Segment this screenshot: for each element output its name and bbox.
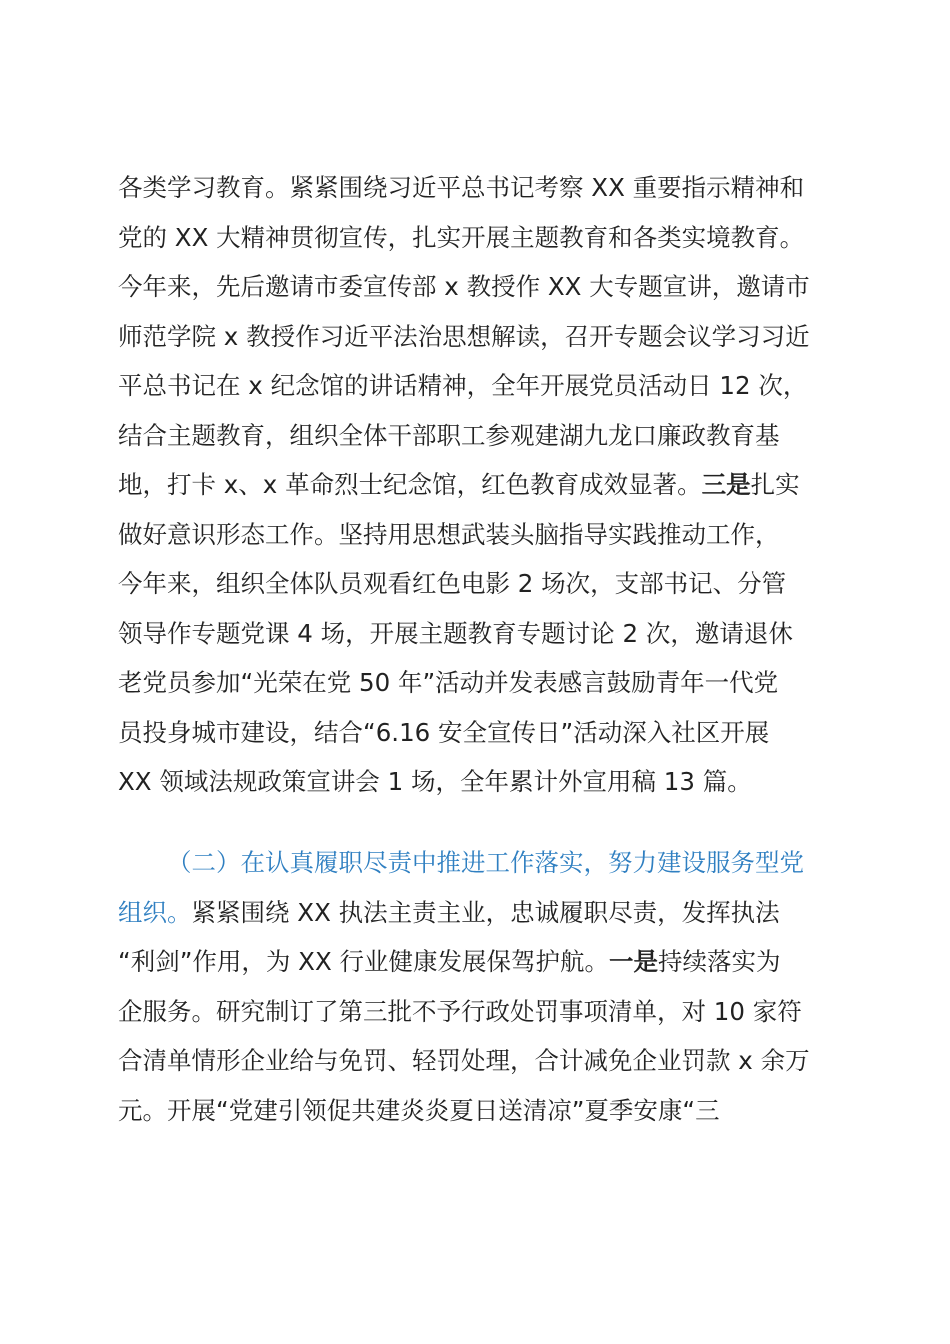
text-line: 师范学院 x 教授作习近平法治思想解读，召开专题会议学习习近 [118, 321, 810, 351]
text-run: 扎实 [750, 470, 800, 499]
text-line: 元。开展“党建引领促共建炎炎夏日送清凉”夏季安康“三 [118, 1095, 720, 1125]
text-run: 持续落实为 [658, 947, 781, 976]
text-line: 做好意识形态工作。坚持用思想武装头脑指导实践推动工作， [118, 519, 780, 549]
text-line: 今年来，先后邀请市委宣传部 x 教授作 XX 大专题宣讲，邀请市 [118, 272, 810, 301]
text-line: 合清单情形企业给与免罚、轻罚处理，合计减免企业罚款 x 余万 [118, 1046, 810, 1075]
paragraph-party-education [118, 163, 838, 807]
text-line: 党的 XX 大精神贯彻宣传，扎实开展主题教育和各类实境教育。 [118, 222, 805, 252]
text-line: 今年来，组织全体队员观看红色电影 2 场次，支部书记、分管 [118, 569, 787, 598]
text-line [118, 937, 838, 987]
text-line: 员投身城市建设，结合“6.16 安全宣传日”活动深入社区开展 [118, 717, 770, 747]
bold-marker-three: 三是 [701, 470, 751, 499]
section-heading: （二）在认真履职尽责中推进工作落实，努力建设服务型党 [167, 848, 804, 877]
text-line: 结合主题教育，组织全体干部职工参观建湖九龙口廉政教育基 [118, 420, 780, 450]
text-line: 领导作专题党课 4 场，开展主题教育专题讨论 2 次，邀请退休 [118, 618, 793, 648]
bold-marker-one: 一是 [609, 947, 659, 976]
text-run: 地，打卡 x、x 革命烈士纪念馆，红色教育成效显著。 [118, 470, 702, 499]
text-line: XX 领域法规政策宣讲会 1 场，全年累计外宣用稿 13 篇。 [118, 767, 752, 796]
text-line [118, 888, 838, 938]
text-line: 各类学习教育。紧紧围绕习近平总书记考察 XX 重要指示精神和 [118, 173, 805, 202]
paragraph-service-party [118, 838, 838, 1135]
section-heading-end: 组织。 [118, 897, 192, 927]
text-run: “利剑”作用，为 XX 行业健康发展保驾护航。 [118, 947, 610, 976]
text-line [118, 460, 838, 510]
text-run: 紧紧围绕 XX 执法主责主业，忠诚履职尽责，发挥执法 [191, 897, 780, 927]
text-line: 企服务。研究制订了第三批不予行政处罚事项清单，对 10 家符 [118, 996, 802, 1026]
text-line: 平总书记在 x 纪念馆的讲话精神，全年开展党员活动日 12 次， [118, 371, 808, 400]
text-line: 老党员参加“光荣在党 50 年”活动并发表感言鼓励青年一代党 [118, 668, 779, 697]
